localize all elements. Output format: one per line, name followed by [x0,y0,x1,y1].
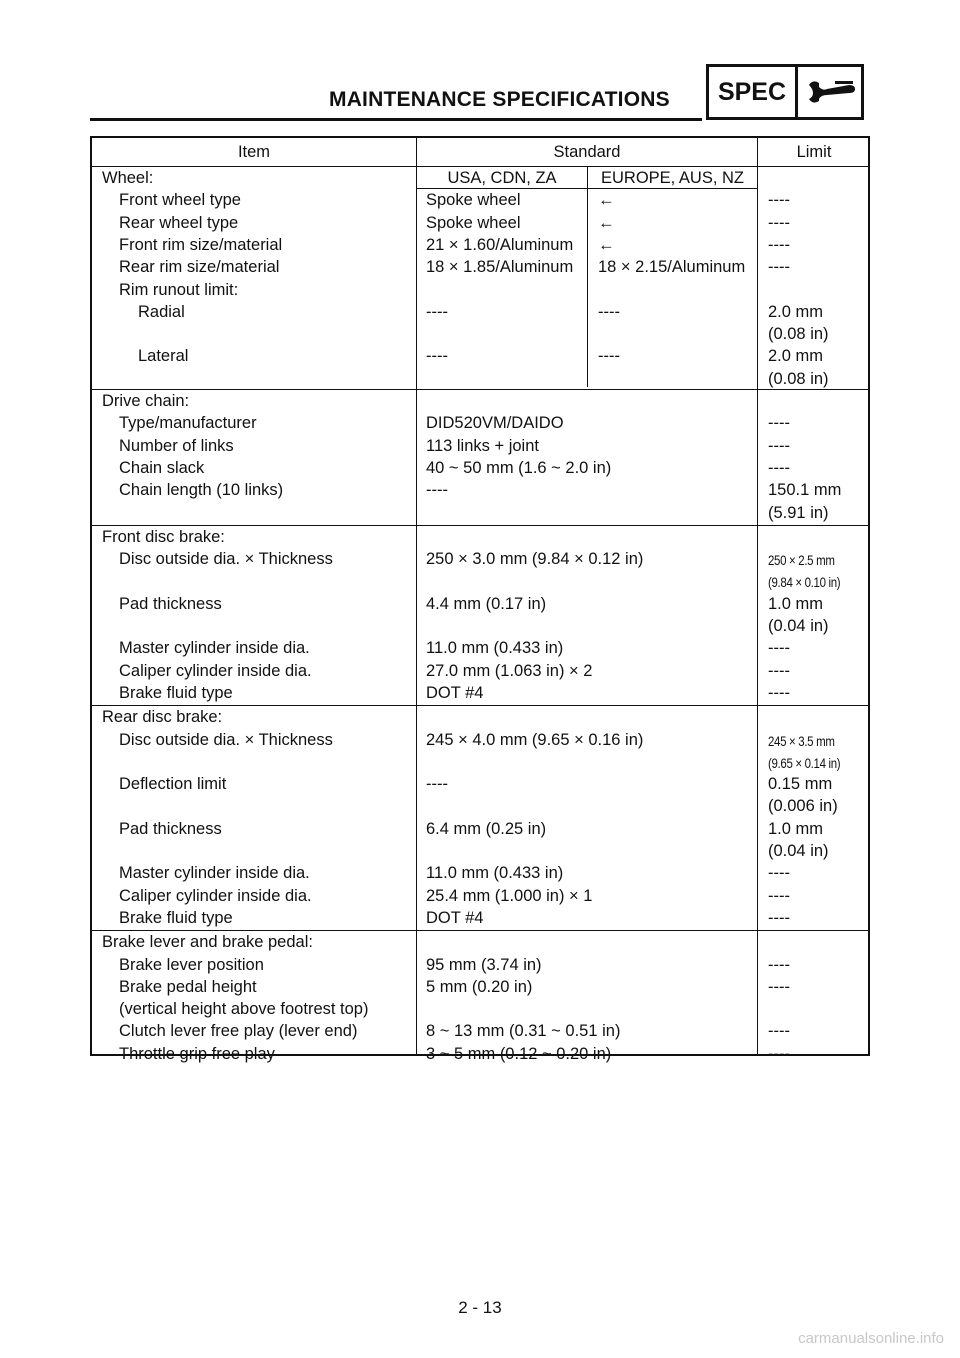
table-row-limit: ---- [768,191,790,210]
table-row-standard: DID520VM/DAIDO [426,414,564,433]
table-row-item: Clutch lever free play (lever end) [119,1022,358,1041]
table-row-item-note: (vertical height above footrest top) [119,1000,369,1019]
table-row-limit: 1.0 mm [768,819,824,838]
column-divider [757,138,758,1056]
table-row-limit-inch: (0.006 in) [768,797,838,816]
table-row-limit-inch: (0.04 in) [768,842,829,860]
table-row-standard: 25.4 mm (1.000 in) × 1 [426,886,593,905]
table-row-standard-europe: 18 × 2.15/Aluminum [598,258,746,277]
title-rule [90,118,702,121]
section-label-wheel: Wheel: [102,169,154,187]
table-row-standard: ---- [426,347,448,366]
spec-table [90,136,870,1063]
table-row-item: Pad thickness [119,819,222,838]
table-row-limit-inch: (0.04 in) [768,617,829,635]
table-row-limit: 0.15 mm [768,775,833,794]
page-number: 2 - 13 [458,1298,502,1317]
table-row-item: Disc outside dia. × Thickness [119,550,333,569]
watermark: carmanualsonline.info [798,1330,944,1347]
table-row-limit: 250 × 2.5 mm [768,552,835,569]
table-row-standard-europe: ← [598,191,615,210]
table-row-item: Deflection limit [119,775,227,794]
table-row-standard: ---- [426,302,448,321]
table-row-limit: ---- [768,886,790,905]
table-row-item: Caliper cylinder inside dia. [119,886,312,905]
table-row-limit: ---- [768,977,790,996]
table-row-limit: ---- [768,864,790,883]
table-row-standard-europe: ← [598,235,615,254]
table-row-standard-europe: ← [598,213,615,232]
table-row-standard: 113 links + joint [426,436,539,455]
table-row-item: Pad thickness [119,594,222,613]
table-row-standard-europe: ---- [598,302,620,321]
table-row-limit-inch: (0.08 in) [768,325,829,344]
section-label-drive-chain: Drive chain: [102,392,190,410]
table-row-item: Chain length (10 links) [119,481,284,500]
table-row-limit: ---- [768,955,790,974]
table-row-item: Rear rim size/material [119,258,280,277]
table-row-item: Rear wheel type [119,213,239,232]
table-row-limit: ---- [768,661,790,680]
table-row-limit: ---- [768,213,790,232]
table-row-limit: ---- [768,1044,790,1063]
table-row-standard: 245 × 4.0 mm (9.65 × 0.16 in) [426,730,644,749]
spec-badge [706,64,864,120]
table-row-limit-inch: (9.65 × 0.14 in) [768,754,841,771]
table-row-item: Lateral [138,347,189,366]
table-row-limit: ---- [768,683,790,702]
table-row-standard-europe: ---- [598,347,620,366]
table-row-item: Brake pedal height [119,977,257,996]
table-row-limit-inch: (9.84 × 0.10 in) [768,574,841,591]
column-divider [587,167,588,387]
table-row-item: Master cylinder inside dia. [119,864,310,883]
table-row-item: Master cylinder inside dia. [119,639,310,658]
table-row-standard: ---- [426,481,448,500]
table-row-standard: 40 ~ 50 mm (1.6 ~ 2.0 in) [426,458,612,477]
table-row-item: Caliper cylinder inside dia. [119,661,312,680]
table-row-limit: 2.0 mm [768,347,824,366]
table-row-item: Brake fluid type [119,683,233,702]
wrench-icon [805,77,857,107]
table-row-standard: Spoke wheel [426,213,521,232]
table-row-limit: ---- [768,639,790,658]
table-row-limit: ---- [768,908,790,927]
page-title: MAINTENANCE SPECIFICATIONS [329,88,670,111]
table-row-standard: 5 mm (0.20 in) [426,977,533,996]
table-row-standard: 4.4 mm (0.17 in) [426,594,547,613]
table-row-item: Brake fluid type [119,908,233,927]
region-header-usa: USA, CDN, ZA [447,169,557,187]
table-row-standard: 11.0 mm (0.433 in) [426,864,564,883]
table-row-standard: 8 ~ 13 mm (0.31 ~ 0.51 in) [426,1022,621,1041]
table-row-standard: 95 mm (3.74 in) [426,955,542,974]
table-row-standard: 27.0 mm (1.063 in) × 2 [426,661,593,680]
table-row-limit: 245 × 3.5 mm [768,732,835,749]
column-header-limit: Limit [796,143,832,161]
table-row-limit: ---- [768,414,790,433]
table-row-item: Type/manufacturer [119,414,257,433]
table-row-standard: 18 × 1.85/Aluminum [426,258,574,277]
table-row-limit: 150.1 mm [768,481,842,500]
column-header-item: Item [237,143,271,161]
table-row-limit-inch: (0.08 in) [768,369,829,388]
table-row-item: Number of links [119,436,234,455]
table-row-item: Brake lever position [119,955,264,974]
table-row-item: Radial [138,302,185,321]
table-row-limit: ---- [768,458,790,477]
table-row-standard: 11.0 mm (0.433 in) [426,639,564,658]
table-row-limit: ---- [768,436,790,455]
section-label-front-disc-brake: Front disc brake: [102,527,225,546]
table-row-item: Throttle grip free play [119,1044,275,1063]
table-row-item: Disc outside dia. × Thickness [119,730,333,749]
table-row-limit: 2.0 mm [768,302,824,321]
row-divider [92,389,868,390]
column-divider [416,138,417,1056]
table-row-limit: ---- [768,235,790,254]
table-row-standard: 6.4 mm (0.25 in) [426,819,547,838]
table-row-limit-inch: (5.91 in) [768,503,829,522]
column-header-standard: Standard [553,143,621,161]
table-row-item: Chain slack [119,458,205,477]
region-header-europe: EUROPE, AUS, NZ [600,169,745,187]
table-row-item: Front wheel type [119,191,241,210]
table-row-standard: Spoke wheel [426,191,521,210]
table-row-standard: DOT #4 [426,908,484,927]
table-row-limit: ---- [768,1022,790,1041]
table-row-standard: ---- [426,775,448,794]
spec-label: SPEC [709,67,798,117]
table-row-standard: 3 ~ 5 mm (0.12 ~ 0.20 in) [426,1044,612,1063]
section-label-brake-lever-pedal: Brake lever and brake pedal: [102,933,313,952]
table-row-standard: 250 × 3.0 mm (9.84 × 0.12 in) [426,550,644,569]
table-row-item: Rim runout limit: [119,280,239,299]
table-row-limit: 1.0 mm [768,594,824,613]
section-label-rear-disc-brake: Rear disc brake: [102,708,223,727]
table-row-standard: 21 × 1.60/Aluminum [426,235,574,254]
table-row-item: Front rim size/material [119,235,283,254]
table-row-standard: DOT #4 [426,683,484,702]
table-row-limit: ---- [768,258,790,277]
